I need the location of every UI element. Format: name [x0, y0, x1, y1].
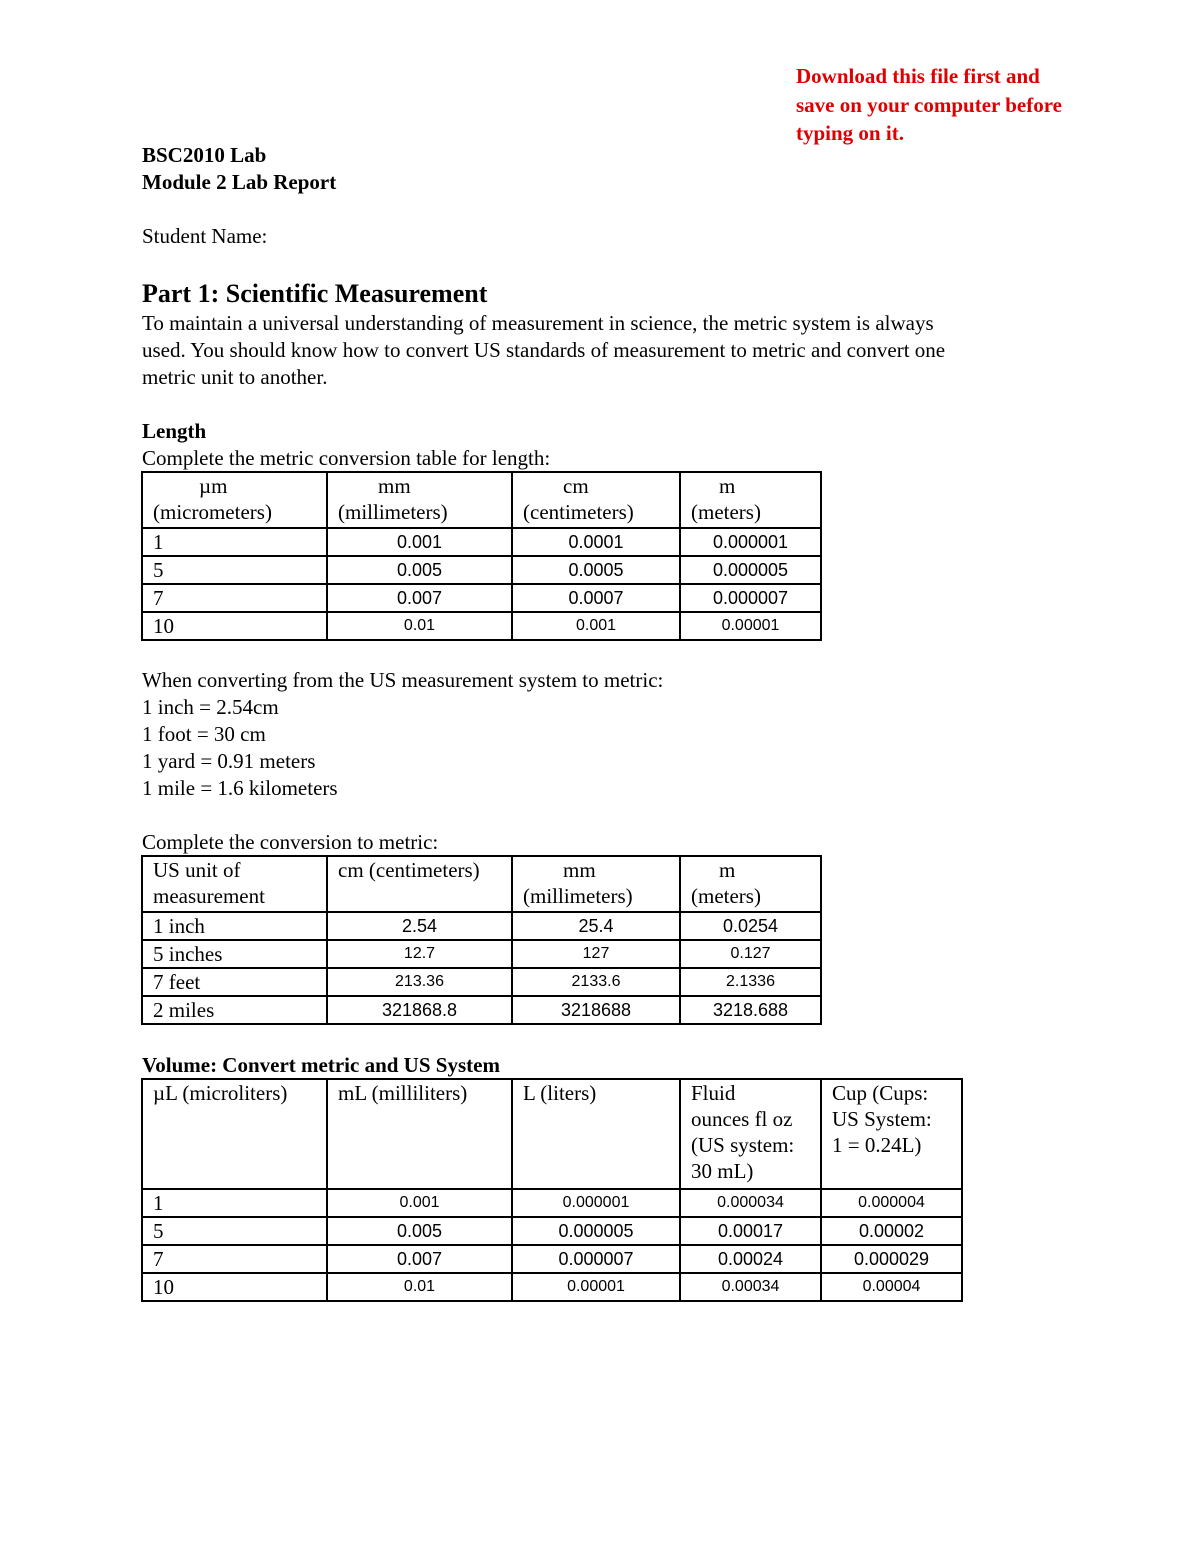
table-cell[interactable]: 0.000007: [512, 1245, 680, 1273]
table-cell[interactable]: 0.01: [327, 612, 512, 640]
table-cell[interactable]: 0.00017: [680, 1217, 821, 1245]
table-cell[interactable]: 7: [142, 584, 327, 612]
header-cell: mL (milliliters): [327, 1079, 512, 1189]
table-cell[interactable]: 0.000034: [680, 1189, 821, 1217]
table-row: [142, 996, 821, 1024]
table-cell[interactable]: 0.127: [680, 940, 821, 968]
header-cell: cm (centimeters): [327, 856, 512, 912]
table-cell[interactable]: 0.007: [327, 584, 512, 612]
part1-title: Part 1: Scientific Measurement: [142, 279, 488, 308]
table-cell: 1 inch: [142, 912, 327, 940]
us-conversion-intro: When converting from the US measurement system to metric:: [142, 668, 664, 692]
table-row: [142, 584, 821, 612]
header-cell: L (liters): [512, 1079, 680, 1189]
table-cell[interactable]: 0.0007: [512, 584, 680, 612]
table-row: [142, 940, 821, 968]
table-cell[interactable]: 0.0005: [512, 556, 680, 584]
table-cell[interactable]: 2.54: [327, 912, 512, 940]
length-table: [141, 471, 822, 641]
table-cell[interactable]: 1: [142, 1189, 327, 1217]
header-cell: m (meters): [680, 472, 821, 528]
notice-line: save on your computer before: [796, 92, 1062, 117]
table-cell[interactable]: 10: [142, 612, 327, 640]
table-cell[interactable]: 0.000007: [680, 584, 821, 612]
table-cell[interactable]: 0.00004: [821, 1273, 962, 1301]
table-cell[interactable]: 0.000001: [512, 1189, 680, 1217]
table-cell[interactable]: 0.000004: [821, 1189, 962, 1217]
table-cell: 2 miles: [142, 996, 327, 1024]
length-heading: Length: [142, 419, 207, 443]
table-cell[interactable]: 0.000005: [680, 556, 821, 584]
notice-line: Download this file first and: [796, 64, 1040, 88]
table-cell: 7 feet: [142, 968, 327, 996]
notice-line: typing on it.: [796, 121, 904, 145]
table-cell[interactable]: 0.00034: [680, 1273, 821, 1301]
table-row: [142, 1273, 962, 1301]
table-cell[interactable]: 0.000029: [821, 1245, 962, 1273]
table-row: [142, 1217, 962, 1245]
volume-table: [141, 1078, 963, 1302]
header-cell: Fluid ounces fl oz (US system: 30 mL): [680, 1079, 821, 1189]
table-header-row: [142, 1079, 962, 1189]
volume-heading: Volume: Convert metric and US System: [142, 1053, 500, 1077]
table-cell[interactable]: 0.005: [327, 556, 512, 584]
module-title: Module 2 Lab Report: [142, 170, 337, 194]
table-cell[interactable]: 5: [142, 556, 327, 584]
table-cell[interactable]: 0.00001: [512, 1273, 680, 1301]
table-header-row: [142, 472, 821, 528]
table-row: [142, 968, 821, 996]
student-name-label: Student Name:: [142, 224, 268, 248]
table-row: [142, 528, 821, 556]
table-cell[interactable]: 0.001: [327, 1189, 512, 1217]
header-cell: m (meters): [680, 856, 821, 912]
conversion-line: 1 inch = 2.54cm: [142, 695, 279, 719]
header-cell: US unit of measurement: [142, 856, 327, 912]
table-cell[interactable]: 0.00002: [821, 1217, 962, 1245]
table-cell[interactable]: 5: [142, 1217, 327, 1245]
table-cell[interactable]: 2133.6: [512, 968, 680, 996]
table-cell[interactable]: 0.00001: [680, 612, 821, 640]
table-cell[interactable]: 10: [142, 1273, 327, 1301]
table-cell[interactable]: 0.0254: [680, 912, 821, 940]
table-cell[interactable]: 0.0001: [512, 528, 680, 556]
table-cell[interactable]: 3218.688: [680, 996, 821, 1024]
table-cell[interactable]: 0.000001: [680, 528, 821, 556]
conversion-line: 1 yard = 0.91 meters: [142, 749, 316, 773]
table-cell[interactable]: 0.000005: [512, 1217, 680, 1245]
header-cell: cm (centimeters): [512, 472, 680, 528]
table-header-row: [142, 856, 821, 912]
to-metric-instruction: Complete the conversion to metric:: [142, 830, 439, 854]
table-cell[interactable]: 1: [142, 528, 327, 556]
table-cell[interactable]: 25.4: [512, 912, 680, 940]
table-cell[interactable]: 321868.8: [327, 996, 512, 1024]
table-cell[interactable]: 0.01: [327, 1273, 512, 1301]
header-cell: µL (microliters): [142, 1079, 327, 1189]
table-cell: 5 inches: [142, 940, 327, 968]
table-cell[interactable]: 0.001: [512, 612, 680, 640]
conversion-line: 1 foot = 30 cm: [142, 722, 266, 746]
table-cell[interactable]: 7: [142, 1245, 327, 1273]
intro-line: used. You should know how to convert US standards of measurement to metric and convert one: [142, 338, 946, 362]
table-cell[interactable]: 0.001: [327, 528, 512, 556]
conversion-line: 1 mile = 1.6 kilometers: [142, 776, 338, 800]
table-row: [142, 612, 821, 640]
table-row: [142, 912, 821, 940]
table-row: [142, 1189, 962, 1217]
course-title: BSC2010 Lab: [142, 143, 267, 167]
table-cell[interactable]: 127: [512, 940, 680, 968]
table-cell[interactable]: 12.7: [327, 940, 512, 968]
header-cell: mm (millimeters): [327, 472, 512, 528]
table-cell[interactable]: 3218688: [512, 996, 680, 1024]
intro-line: To maintain a universal understanding of measurement in science, the metric system is always: [142, 311, 934, 335]
table-cell[interactable]: 0.005: [327, 1217, 512, 1245]
table-cell[interactable]: 2.1336: [680, 968, 821, 996]
table-row: [142, 556, 821, 584]
header-cell: mm (millimeters): [512, 856, 680, 912]
table-cell[interactable]: 213.36: [327, 968, 512, 996]
download-notice: [796, 62, 1176, 148]
length-instruction: Complete the metric conversion table for length:: [142, 446, 551, 470]
intro-line: metric unit to another.: [142, 365, 328, 389]
table-cell[interactable]: 0.007: [327, 1245, 512, 1273]
table-cell[interactable]: 0.00024: [680, 1245, 821, 1273]
header-cell: Cup (Cups: US System: 1 = 0.24L): [821, 1079, 962, 1189]
to-metric-table: [141, 855, 822, 1025]
table-row: [142, 1245, 962, 1273]
header-cell: µm (micrometers): [142, 472, 327, 528]
